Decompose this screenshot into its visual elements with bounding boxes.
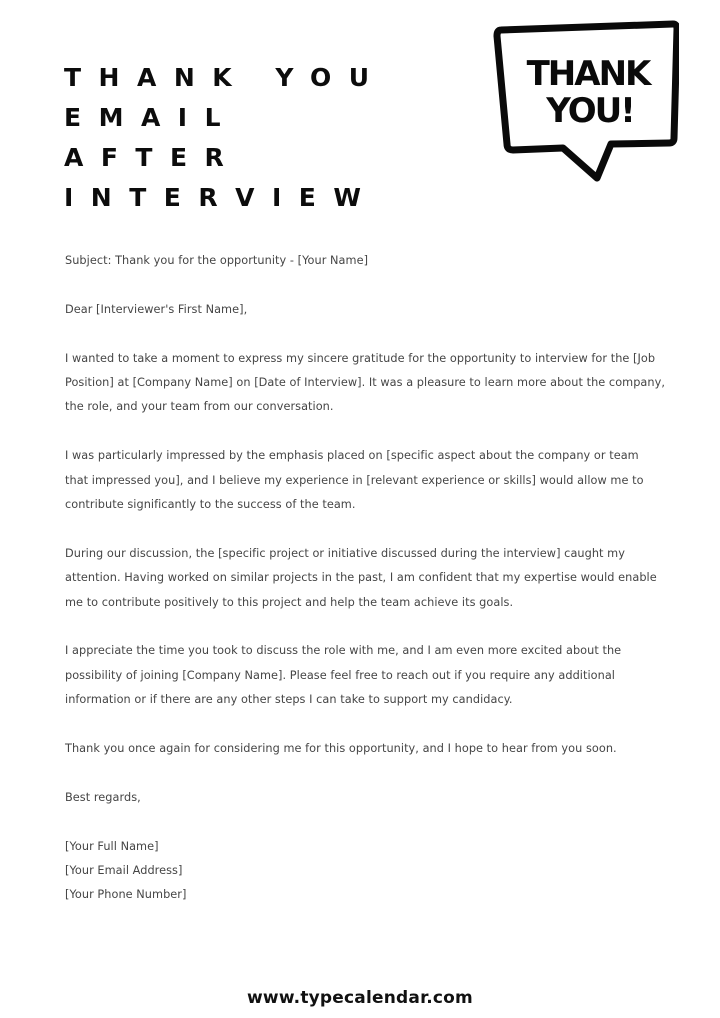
signature-block — [65, 835, 665, 908]
title-line-2: EMAIL — [64, 103, 239, 132]
badge-line-1: THANK — [526, 54, 650, 94]
greeting: Dear [Interviewer's First Name], — [65, 302, 248, 316]
badge-line-2: YOU! — [546, 91, 634, 131]
paragraph-1: I wanted to take a moment to express my sincere gratitude for the opportunity to interview for the [Job Position] at [Company Name] on [Date of Interview]. It was a pleasure to learn more about the company, the role, and your team from our conversation. — [65, 351, 665, 414]
letter-body — [65, 249, 665, 908]
title-line-4: INTERVIEW — [64, 183, 379, 212]
thank-you-speech-bubble — [493, 20, 679, 184]
paragraph-4: I appreciate the time you took to discuss the role with me, and I am even more excited about the possibility of joining [Company Name]. Please feel free to reach out if you require any additional information or if there are any other steps I can take to support my candidacy. — [65, 644, 622, 707]
footer-url: www.typecalendar.com — [247, 988, 473, 1008]
speech-bubble-icon — [493, 20, 679, 184]
signature-name: [Your Full Name] — [65, 839, 159, 853]
signature-phone: [Your Phone Number] — [65, 888, 187, 902]
subject-line: Subject: Thank you for the opportunity - [Your Name] — [65, 254, 369, 267]
signature-email: [Your Email Address] — [65, 864, 183, 878]
title-line-3: AFTER — [64, 143, 242, 172]
document-title — [64, 58, 387, 218]
paragraph-2: I was particularly impressed by the emphasis placed on [specific aspect about the company or team that impressed you], and I believe my experience in [relevant experience or skills] would allow me to contribute significantly to the success of the team. — [65, 449, 644, 512]
paragraph-3: During our discussion, the [specific project or initiative discussed during the interview] caught my attention. Having worked on similar projects in the past, I am confident that my expertise would enable me to contribute positively to this project and help the team achieve its goals. — [65, 546, 657, 609]
closing: Best regards, — [65, 790, 141, 804]
paragraph-5: Thank you once again for considering me for this opportunity, and I hope to hear from you soon. — [65, 742, 617, 756]
title-line-1: THANK YOU — [64, 63, 387, 92]
